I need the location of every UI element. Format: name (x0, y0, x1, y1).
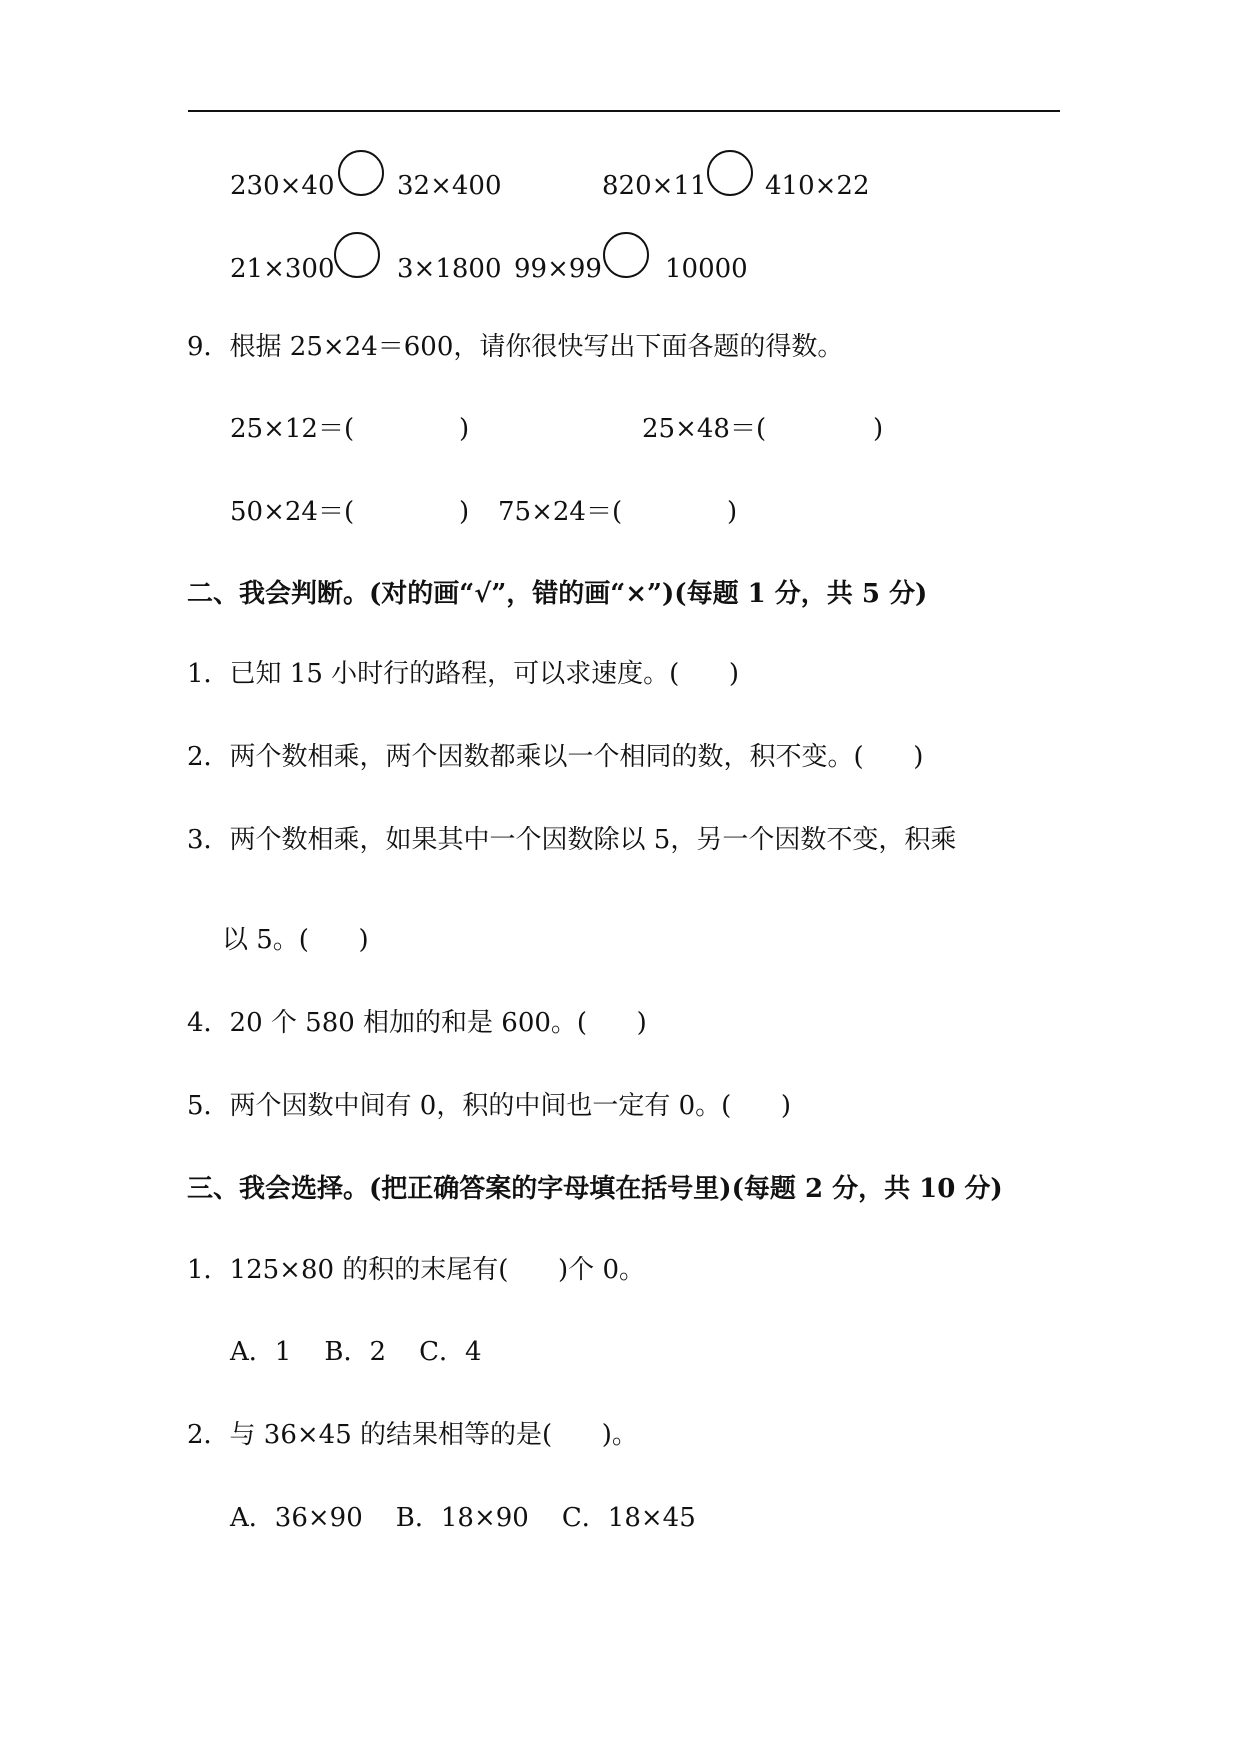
choice-q1-stem: 1．125×80 的积的末尾有( )个 0。 (187, 1255, 645, 1285)
choice-q2-options: A．36×90 B．18×90 C．18×45 (230, 1503, 696, 1533)
expr-3x1800: 3×1800 (397, 254, 502, 284)
expr-99x99: 99×99 (514, 254, 602, 284)
q9-item-1-close: ) (459, 414, 470, 444)
compare-circle-1[interactable] (338, 150, 384, 196)
judge-item-2: 2．两个数相乘，两个因数都乘以一个相同的数，积不变。( ) (187, 742, 924, 772)
choice-q2-stem: 2．与 36×45 的结果相等的是( )。 (187, 1420, 638, 1450)
q9-item-2-close: ) (873, 414, 884, 444)
expr-10000: 10000 (665, 254, 748, 284)
compare-circle-3[interactable] (334, 232, 380, 278)
judge-item-3: 3．两个数相乘，如果其中一个因数除以 5，另一个因数不变，积乘 (187, 825, 957, 855)
q9-item-4: 75×24＝( (498, 497, 623, 527)
header-rule (188, 110, 1060, 112)
judge-item-3-cont: 以 5。( ) (222, 925, 369, 955)
section2-heading: 二、我会判断。(对的画“√”，错的画“×”)(每题 1 分，共 5 分) (187, 579, 928, 609)
expr-820x11: 820×11 (602, 171, 707, 201)
q9-item-1: 25×12＝( (230, 414, 355, 444)
q9-item-3: 50×24＝( (230, 497, 355, 527)
judge-item-1: 1．已知 15 小时行的路程，可以求速度。( ) (187, 659, 740, 689)
expr-21x300: 21×300 (230, 254, 335, 284)
compare-circle-2[interactable] (707, 150, 753, 196)
q9-item-2: 25×48＝( (642, 414, 767, 444)
q9-item-4-close: ) (727, 497, 738, 527)
section3-heading: 三、我会选择。(把正确答案的字母填在括号里)(每题 2 分，共 10 分) (187, 1174, 1003, 1204)
judge-item-5: 5．两个因数中间有 0，积的中间也一定有 0。( ) (187, 1091, 792, 1121)
choice-q1-options: A．1 B．2 C．4 (230, 1337, 482, 1367)
expr-230x40: 230×40 (230, 171, 335, 201)
judge-item-4: 4．20 个 580 相加的和是 600。( ) (187, 1008, 647, 1038)
expr-410x22: 410×22 (765, 171, 870, 201)
q9-title: 9．根据 25×24＝600，请你很快写出下面各题的得数。 (187, 332, 844, 362)
compare-circle-4[interactable] (603, 232, 649, 278)
q9-item-3-close: ) (459, 497, 470, 527)
expr-32x400: 32×400 (397, 171, 502, 201)
